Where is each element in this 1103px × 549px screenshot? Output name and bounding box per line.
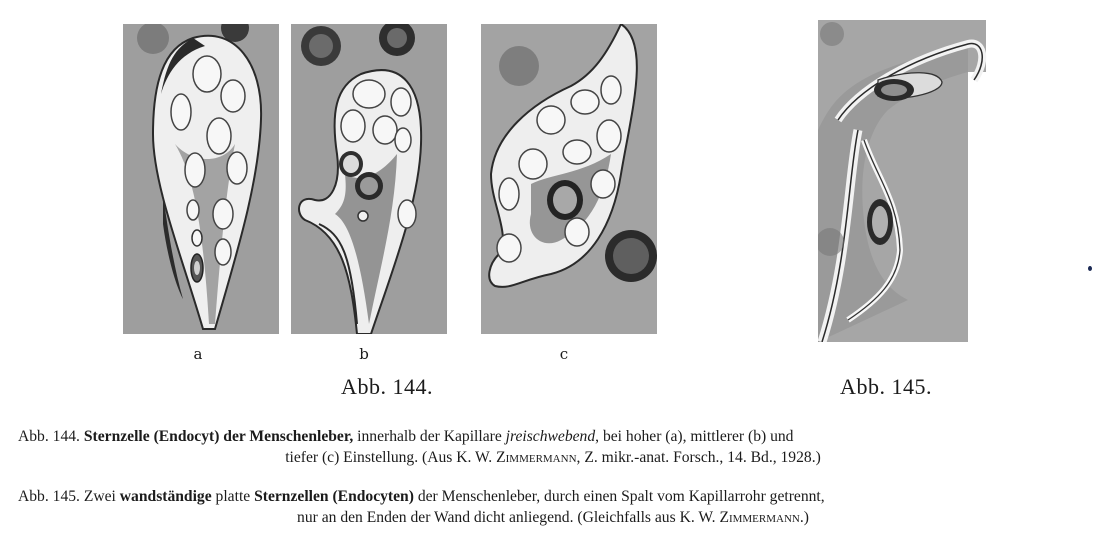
figure-144-panel-c [481, 24, 657, 334]
panel-label-a: a [193, 345, 203, 363]
caption-145-text-2: platte [211, 488, 255, 505]
caption-144-italic: jreischwebend [505, 428, 596, 445]
figure-144-label: Abb. 144. [341, 374, 433, 399]
caption-144-text-1: innerhalb der Kapillare [353, 428, 506, 445]
figure-144-panel-a [123, 24, 279, 334]
ink-speck [1088, 266, 1092, 271]
caption-144-line-2 [18, 447, 1088, 468]
caption-144-title: Sternzelle (Endocyt) der Menschenleber, [83, 428, 354, 445]
caption-145 [18, 486, 1088, 528]
caption-144-number: Abb. 144. [18, 428, 80, 445]
caption-144-author: Zimmermann [496, 449, 577, 466]
caption-144-line-2a: tiefer (c) Einstellung. (Aus K. W. [285, 449, 497, 466]
caption-145-line-2 [18, 507, 1088, 528]
caption-145-author: Zimmermann [719, 509, 800, 526]
figure-145-image [818, 20, 988, 342]
caption-145-text-3: der Menschenleber, durch einen Spalt vom Kapillarrohr getrennt, [413, 488, 825, 505]
caption-144-text-2: , bei hoher (a), mittlerer (b) und [595, 428, 794, 445]
caption-144 [18, 426, 1088, 468]
caption-145-bold-1: wandständige [119, 488, 212, 505]
figure-145-label: Abb. 145. [840, 374, 932, 399]
caption-145-number: Abb. 145. [18, 488, 80, 505]
panel-label-c: c [559, 345, 569, 363]
caption-145-text-1: Zwei [79, 488, 120, 505]
figure-144-panel-b [291, 24, 447, 334]
panel-label-b: b [359, 345, 369, 363]
caption-145-line-2a: nur an den Enden der Wand dicht anliegend. (Gleichfalls aus K. W. [297, 509, 720, 526]
caption-144-line-2b: , Z. mikr.-anat. Forsch., 14. Bd., 1928.) [576, 449, 821, 466]
caption-145-bold-2: Sternzellen (Endocyten) [254, 488, 414, 505]
caption-145-line-2b: .) [799, 509, 809, 526]
